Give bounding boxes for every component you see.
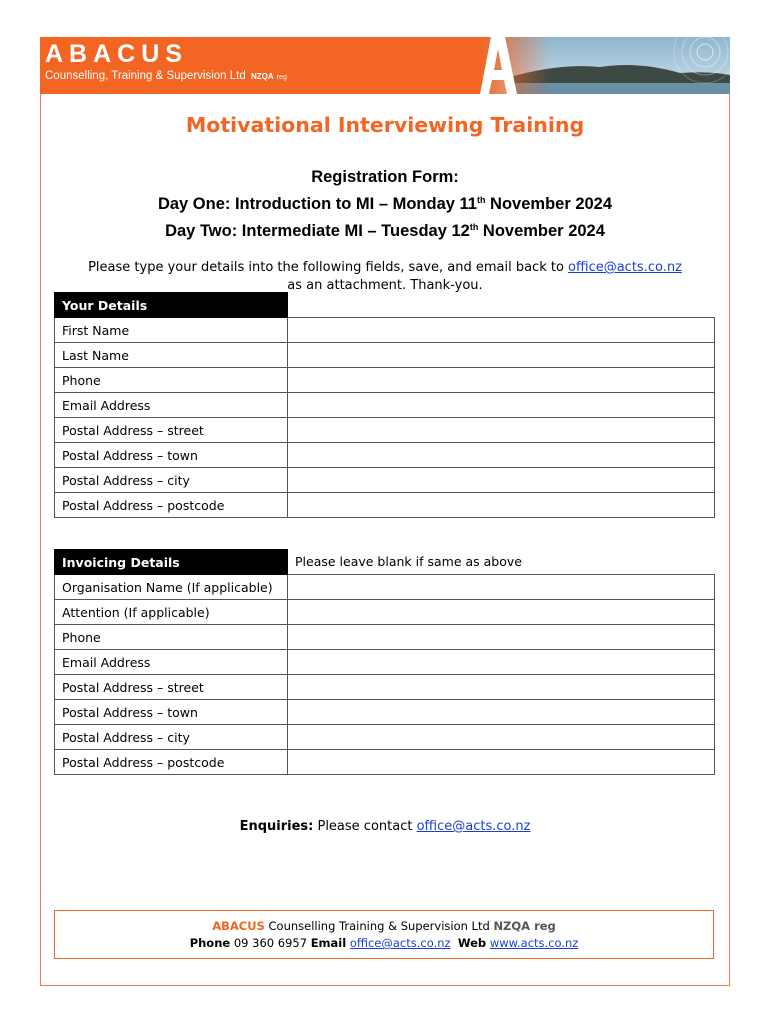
table-row: [55, 750, 715, 775]
town-field[interactable]: [288, 443, 715, 468]
table-row: [55, 493, 715, 518]
registration-heading: Registration Form:: [311, 168, 459, 186]
footer-contact-line: Phone 09 360 6957 Email office@acts.co.nz Web www.acts.co.nz: [189, 936, 579, 950]
day-two-heading: Day Two: Intermediate MI – Tuesday 12th November 2024: [165, 222, 605, 240]
invoice-town-field[interactable]: [288, 700, 715, 725]
field-label: Email Address: [55, 393, 288, 418]
city-field[interactable]: [288, 468, 715, 493]
invoicing-note: Please leave blank if same as above: [288, 550, 715, 575]
field-label: Postal Address – street: [55, 418, 288, 443]
invoice-postcode-field[interactable]: [288, 750, 715, 775]
table-row: [55, 725, 715, 750]
instructions-email-link[interactable]: office@acts.co.nz: [568, 260, 682, 275]
field-label: Postal Address – postcode: [55, 493, 288, 518]
table-row: [55, 318, 715, 343]
field-label: Email Address: [55, 650, 288, 675]
street-field[interactable]: [288, 418, 715, 443]
last-name-field[interactable]: [288, 343, 715, 368]
brand-name: ABACUS: [45, 40, 188, 68]
invoice-street-field[interactable]: [288, 675, 715, 700]
field-label: Postal Address – city: [55, 725, 288, 750]
phone-field[interactable]: [288, 368, 715, 393]
table-row: [55, 418, 715, 443]
enquiries-line: Enquiries: Please contact office@acts.co.nz: [239, 819, 531, 834]
header-banner: [40, 37, 730, 94]
invoicing-details-header: Invoicing Details: [55, 550, 288, 575]
page-title: Motivational Interviewing Training: [185, 113, 585, 137]
field-label: Last Name: [55, 343, 288, 368]
postcode-field[interactable]: [288, 493, 715, 518]
first-name-field[interactable]: [288, 318, 715, 343]
field-label: Postal Address – postcode: [55, 750, 288, 775]
table-row: [55, 468, 715, 493]
table-row: [55, 675, 715, 700]
field-label: Phone: [55, 368, 288, 393]
attention-field[interactable]: [288, 600, 715, 625]
footer-web-link[interactable]: www.acts.co.nz: [489, 936, 579, 950]
organisation-field[interactable]: [288, 575, 715, 600]
invoice-email-field[interactable]: [288, 650, 715, 675]
invoicing-details-table: [54, 549, 715, 775]
field-label: Attention (If applicable): [55, 600, 288, 625]
field-label: Postal Address – street: [55, 675, 288, 700]
table-row: [55, 625, 715, 650]
table-row: [55, 700, 715, 725]
enquiries-email-link[interactable]: office@acts.co.nz: [416, 819, 531, 834]
table-row: [55, 443, 715, 468]
table-row: [55, 343, 715, 368]
footer-email-link[interactable]: office@acts.co.nz: [349, 936, 451, 950]
your-details-header: Your Details: [55, 293, 288, 318]
field-label: First Name: [55, 318, 288, 343]
field-label: Phone: [55, 625, 288, 650]
field-label: Postal Address – town: [55, 700, 288, 725]
invoice-city-field[interactable]: [288, 725, 715, 750]
table-row: [55, 600, 715, 625]
table-row: [55, 575, 715, 600]
footer-box: [54, 910, 714, 959]
table-row: [55, 393, 715, 418]
table-row: [55, 650, 715, 675]
field-label: Postal Address – city: [55, 468, 288, 493]
field-label: Postal Address – town: [55, 443, 288, 468]
your-details-table: [54, 292, 715, 518]
instructions: Please type your details into the following fields, save, and email back to office@acts.co.nz as an attachment. Thank-you.: [88, 260, 682, 293]
email-field[interactable]: [288, 393, 715, 418]
footer-company-line: ABACUS Counselling Training & Supervision Ltd NZQA reg: [212, 919, 556, 933]
brand-tagline: Counselling, Training & Supervision Ltd NZQA reg: [45, 70, 287, 82]
table-row: [55, 368, 715, 393]
field-label: Organisation Name (If applicable): [55, 575, 288, 600]
invoice-phone-field[interactable]: [288, 625, 715, 650]
day-one-heading: Day One: Introduction to MI – Monday 11th November 2024: [157, 195, 613, 213]
